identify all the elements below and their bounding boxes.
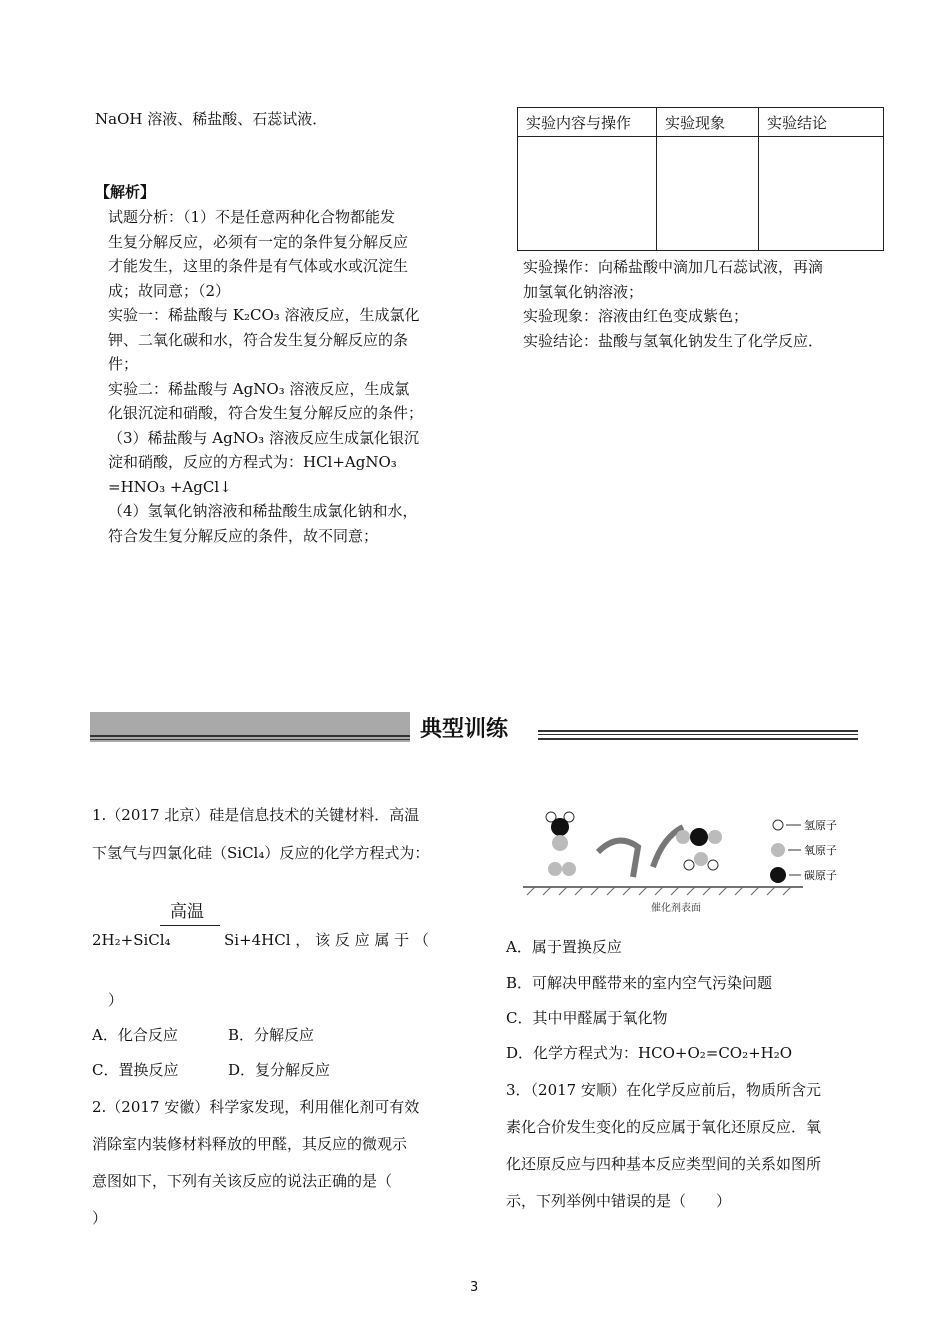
q3-line: 化还原反应与四种基本反应类型间的关系如图所 (506, 1155, 822, 1173)
legend (770, 818, 837, 883)
banner-rule (538, 734, 858, 735)
note-line: 实验操作：向稀盐酸中滴加几石蕊试液，再滴 (523, 258, 824, 276)
equation-left: 2H₂+SiCl₄ (92, 931, 171, 949)
reaction-diagram (503, 797, 863, 922)
option-d: D．复分解反应 (228, 1061, 331, 1079)
option-c: C．置换反应 (92, 1061, 179, 1079)
q2-option-a: A．属于置换反应 (506, 938, 622, 956)
analysis-line: 化银沉淀和硝酸，符合发生复分解反应的条件； (108, 404, 424, 422)
table-cell (657, 137, 759, 251)
legend-label: 氢原子 (804, 819, 837, 832)
analysis-line: （4）氢氧化钠溶液和稀盐酸生成氯化钠和水， (108, 502, 418, 520)
surface (523, 887, 803, 895)
q1-line: 1.（2017 北京）硅是信息技术的关键材料．高温 (92, 806, 420, 824)
experiment-table (517, 107, 884, 251)
option-b: B．分解反应 (228, 1026, 315, 1044)
section-banner-bar (90, 712, 410, 742)
banner-rule (538, 738, 858, 740)
reagents-line: NaOH 溶液、稀盐酸、石蕊试液． (95, 110, 328, 128)
table-header: 实验现象 (657, 108, 759, 137)
banner-rule (538, 730, 858, 732)
option-a: A．化合反应 (92, 1026, 178, 1044)
table-header: 实验结论 (759, 108, 884, 137)
q2-line: 意图如下，下列有关该反应的说法正确的是（ (92, 1172, 393, 1190)
q1-paren: ） (108, 991, 124, 1009)
q3-line: 3．（2017 安顺）在化学反应前后，物质所含元 (506, 1081, 821, 1099)
q3-line: 素化合价发生变化的反应属于氧化还原反应．氧 (506, 1118, 822, 1136)
note-line: 实验结论：盐酸与氢氧化钠发生了化学反应． (523, 331, 824, 350)
analysis-line: =HNO₃ +AgCl↓ (108, 477, 232, 496)
oxygen-molecule (548, 862, 576, 876)
page-number: 3 (470, 1280, 479, 1295)
analysis-line: 生复分解反应，必须有一定的条件复分解反应 (108, 232, 409, 251)
analysis-line: 试题分析：（1）不是任意两种化合物都能发 (108, 208, 396, 226)
analysis-line: 件； (108, 355, 139, 373)
note-line: 加氢氧化钠溶液； (523, 282, 644, 301)
analysis-line: 才能发生，这里的条件是有气体或水或沉淀生 (108, 257, 409, 275)
section-title: 典型训练 (420, 717, 509, 742)
reaction-condition: 高温 (170, 902, 204, 922)
q2-option-c: C．其中甲醛属于氧化物 (506, 1009, 668, 1027)
banner-rule (90, 735, 410, 737)
q3-line: 示，下列举例中错误的是（ ） (506, 1192, 732, 1210)
q2-option-d: D．化学方程式为：HCO+O₂=CO₂+H₂O (506, 1044, 793, 1062)
analysis-line: 淀和硝酸，反应的方程式为：HCl+AgNO₃ (108, 453, 397, 471)
equation-right: Si+4HCl ， 该 反 应 属 于 （ (224, 931, 429, 949)
q2-line: ） (92, 1209, 108, 1227)
analysis-line: 符合发生复分解反应的条件，故不同意； (108, 526, 379, 545)
analysis-line: 钾、二氧化碳和水，符合发生复分解反应的条 (108, 330, 409, 349)
formaldehyde-molecule (546, 812, 574, 851)
table-cell (759, 137, 884, 251)
arrow-icon (598, 841, 638, 877)
analysis-line: （3）稀盐酸与 AgNO₃ 溶液反应生成氯化银沉 (108, 428, 419, 447)
q2-option-b: B．可解决甲醛带来的室内空气污染问题 (506, 974, 773, 992)
co2-molecule (676, 828, 722, 846)
banner-rule (90, 739, 410, 740)
equation-arrow (160, 925, 220, 926)
analysis-line: 实验一：稀盐酸与 K₂CO₃ 溶液反应，生成氯化 (108, 306, 420, 324)
surface-label: 催化剂表面 (651, 903, 701, 914)
table-header: 实验内容与操作 (518, 108, 657, 137)
analysis-label: 【解析】 (95, 183, 156, 201)
q2-line: 消除室内装修材料释放的甲醛，其反应的微观示 (92, 1135, 408, 1153)
q2-line: 2.（2017 安徽）科学家发现，利用催化剂可有效 (92, 1098, 420, 1116)
analysis-line: 成；故同意；（2） (108, 281, 231, 300)
legend-label: 碳原子 (804, 869, 837, 882)
table-cell (518, 137, 657, 251)
analysis-line: 实验二：稀盐酸与 AgNO₃ 溶液反应，生成氯 (108, 379, 410, 398)
water-molecule (684, 852, 718, 870)
note-line: 实验现象：溶液由红色变成紫色； (523, 307, 749, 325)
q1-line: 下氢气与四氯化硅（SiCl₄）反应的化学方程式为： (92, 844, 430, 862)
legend-label: 氧原子 (804, 844, 837, 857)
